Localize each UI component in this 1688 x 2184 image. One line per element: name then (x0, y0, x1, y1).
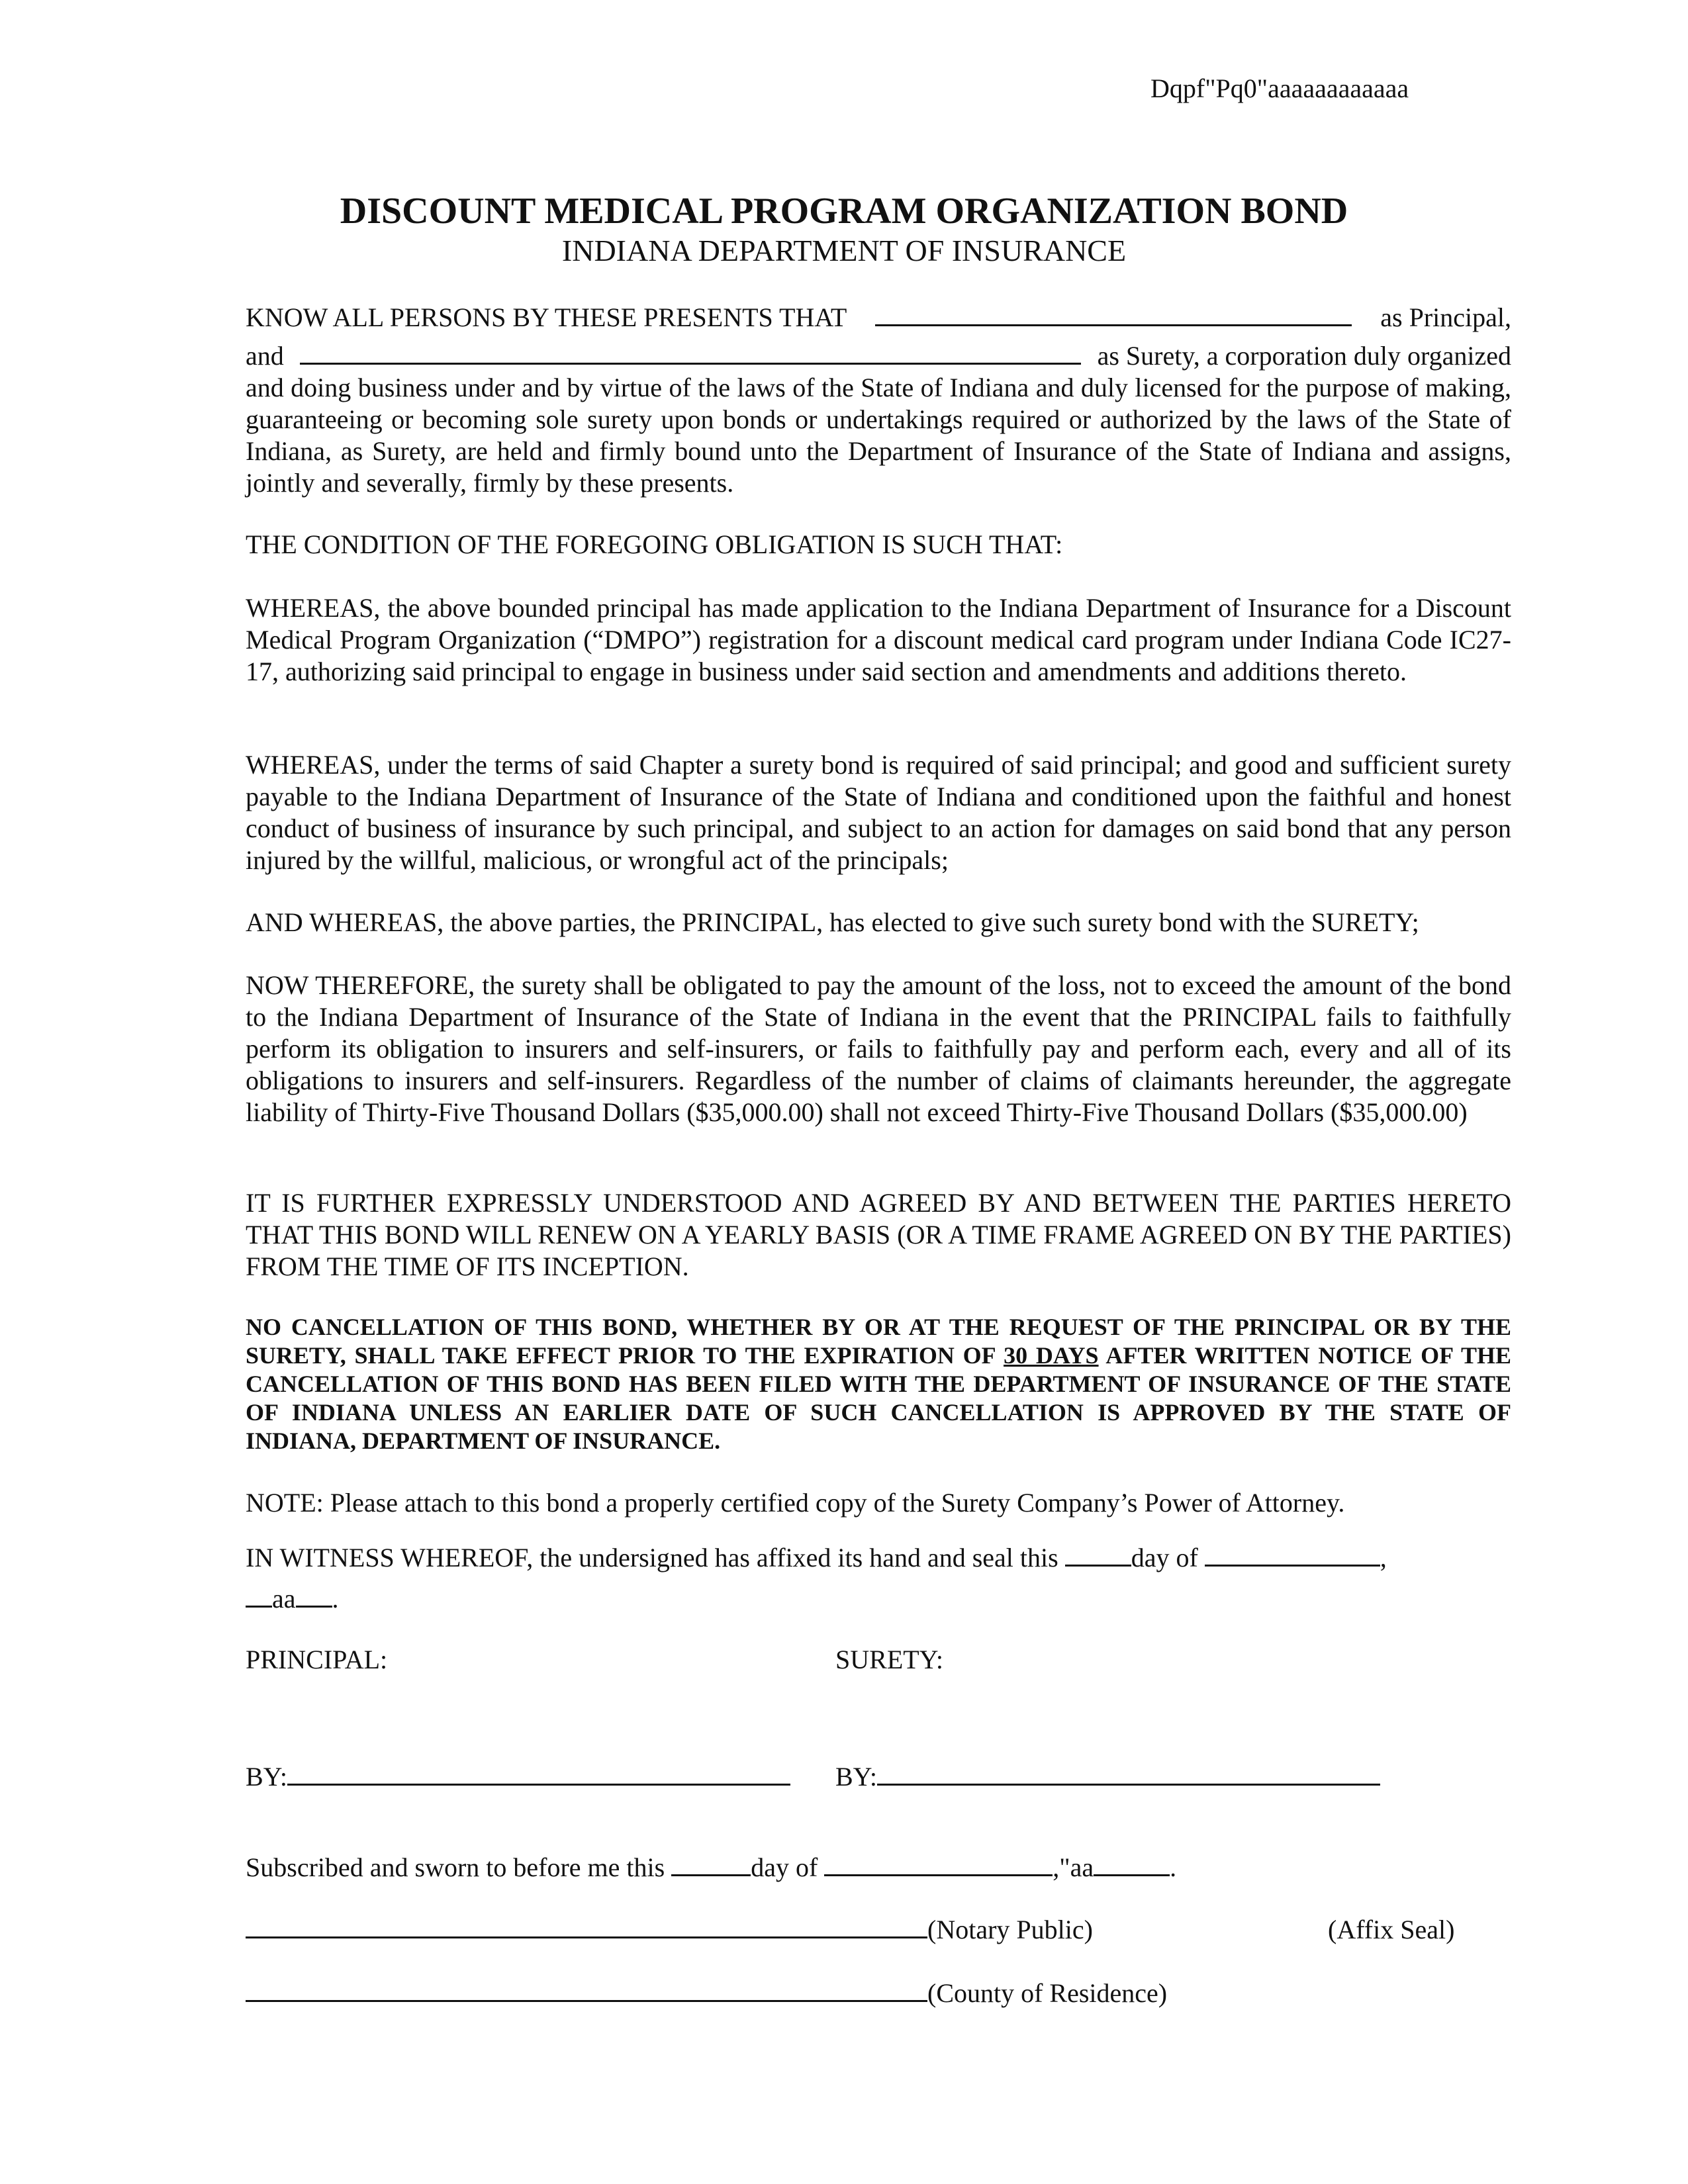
subscribed-line: Subscribed and sworn to before me this day of ,"aa . (246, 1852, 1177, 1882)
surety-signature-field[interactable] (877, 1761, 1380, 1786)
county-line (246, 1978, 1167, 2009)
notary-signature-field[interactable] (246, 1914, 927, 1938)
form-code: Dqpf"Pq0"aaaaaaaaaaaa (1150, 73, 1409, 103)
witness-day-field[interactable] (1065, 1542, 1131, 1567)
witness-paragraph: IN WITNESS WHEREOF, the undersigned has affixed its hand and seal this day of , aa . (246, 1542, 1511, 1615)
further-paragraph: IT IS FURTHER EXPRESSLY UNDERSTOOD AND AGREED BY AND BETWEEN THE PARTIES HERETO THAT THIS BOND WILL RENEW ON A YEARLY BASIS (OR A TIME FRAME AGREED ON BY THE PARTIES) FROM THE TIME OF ITS INCEPTION. (246, 1188, 1511, 1281)
sworn-year-prefix: ,"aa (1053, 1852, 1094, 1882)
witness-year-line: aa . (246, 1583, 1511, 1615)
condition-heading: THE CONDITION OF THE FOREGOING OBLIGATION IS SUCH THAT: (246, 529, 1063, 559)
whereas-paragraph-1: WHEREAS, the above bounded principal has made application to the Indiana Department of Insurance for a Discount Medical Program Organization (“DMPO”) registration for a discount medical card program under Indiana Code IC27-17, authorizing said principal to engage in business under said section and amendments and additions thereto. (246, 593, 1511, 686)
and-whereas-paragraph: AND WHEREAS, the above parties, the PRINCIPAL, has elected to give such surety bond with the SURETY; (246, 907, 1419, 937)
whereas-paragraph-2: WHEREAS, under the terms of said Chapter a surety bond is required of said principal; and good and sufficient surety payable to the Indiana Department of Insurance of the State of Indiana and conditioned upon the faithful and honest conduct of business of insurance by such principal, and subject to an action for damages on said bond that any person injured by the willful, malicious, or wrongful act of the principals; (246, 750, 1511, 875)
principal-line (246, 302, 1511, 334)
day-of-text: day of (1131, 1543, 1198, 1572)
affix-seal-label: (Affix Seal) (1328, 1915, 1455, 1944)
surety-label: SURETY: (835, 1645, 944, 1674)
document-title: DISCOUNT MEDICAL PROGRAM ORGANIZATION BOND (340, 191, 1348, 232)
cancellation-text: NO CANCELLATION OF THIS BOND, WHETHER BY OR AT THE REQUEST OF THE PRINCIPAL OR BY THE SURETY, SHALL TAKE EFFECT PRIOR TO THE EXPIRATION OF (246, 1314, 1511, 1369)
now-therefore-paragraph: NOW THEREFORE, the surety shall be obligated to pay the amount of the loss, not to exceed the amount of the bond to the Indiana Department of Insurance of the State of Indiana in the event that the PRINCIPAL fails to faithfully perform its obligation to insurers and self-insurers, or fails to faithfully pay and perform each, every and all of its obligations to insurers and self-insurers. Regardless of the number of claims of claimants hereunder, the aggregate liability of Thirty-Five Thousand Dollars ($35,000.00) shall not exceed Thirty-Five Thousand Dollars ($35,000.00) (246, 970, 1511, 1127)
surety-name-field[interactable] (300, 340, 1081, 365)
year-blank-before (246, 1583, 272, 1608)
year-blank-after (296, 1583, 332, 1608)
notary-line (246, 1914, 1093, 1946)
cancellation-paragraph (246, 1313, 1511, 1455)
county-label: (County of Residence) (927, 1978, 1168, 2008)
by-label: BY: (246, 1762, 288, 1792)
cancellation-text-cont: AFTER WRITTEN NOTICE OF THE CANCELLATION OF THIS BOND HAS BEEN FILED WITH THE DEPARTMENT OF INSURANCE OF THE STATE OF INDIANA UNLESS AN EARLIER DATE OF SUCH CANCELLATION IS APPROVED BY THE STATE OF INDIANA, DEPARTMENT OF INSURANCE. (246, 1342, 1511, 1454)
intro-body: and doing business under and by virtue of the laws of the State of Indiana and duly licensed for the purpose of making, guaranteeing or becoming sole surety upon bonds or undertakings required or authorized by the laws of the State of Indiana, as Surety, are held and firmly bound unto the Department of Insurance of the State of Indiana and assigns, jointly and severally, firmly by these presents. (246, 373, 1511, 498)
intro-text: KNOW ALL PERSONS BY THESE PRESENTS THAT (246, 302, 847, 332)
note-paragraph: NOTE: Please attach to this bond a properly certified copy of the Surety Company’s Power of Attorney. (246, 1488, 1345, 1518)
notice-period: 30 DAYS (1004, 1342, 1099, 1369)
county-field[interactable] (246, 1978, 927, 2002)
day-of-text: day of (751, 1852, 818, 1882)
witness-year-field[interactable]: aa (272, 1584, 296, 1614)
principal-label: PRINCIPAL: (246, 1645, 388, 1674)
notary-public-label: (Notary Public) (927, 1915, 1093, 1944)
principal-name-field[interactable] (875, 302, 1352, 326)
and-text: and (246, 341, 284, 371)
surety-signature-line (835, 1761, 1380, 1793)
sworn-month-field[interactable] (824, 1852, 1053, 1876)
principal-signature-line (246, 1761, 790, 1793)
subscribed-text: Subscribed and sworn to before me this (246, 1852, 665, 1882)
surety-line (246, 340, 1511, 372)
intro-paragraph (246, 302, 1511, 499)
by-label: BY: (835, 1762, 878, 1792)
witness-month-field[interactable] (1205, 1542, 1380, 1567)
as-surety-text: as Surety, a corporation duly organized (1097, 341, 1511, 371)
principal-signature-field[interactable] (287, 1761, 790, 1786)
document-subtitle: INDIANA DEPARTMENT OF INSURANCE (561, 234, 1127, 267)
sworn-year-field[interactable] (1094, 1852, 1170, 1876)
as-principal-text: as Principal, (1380, 302, 1511, 332)
witness-text: IN WITNESS WHEREOF, the undersigned has affixed its hand and seal this (246, 1543, 1058, 1572)
sworn-day-field[interactable] (671, 1852, 751, 1876)
